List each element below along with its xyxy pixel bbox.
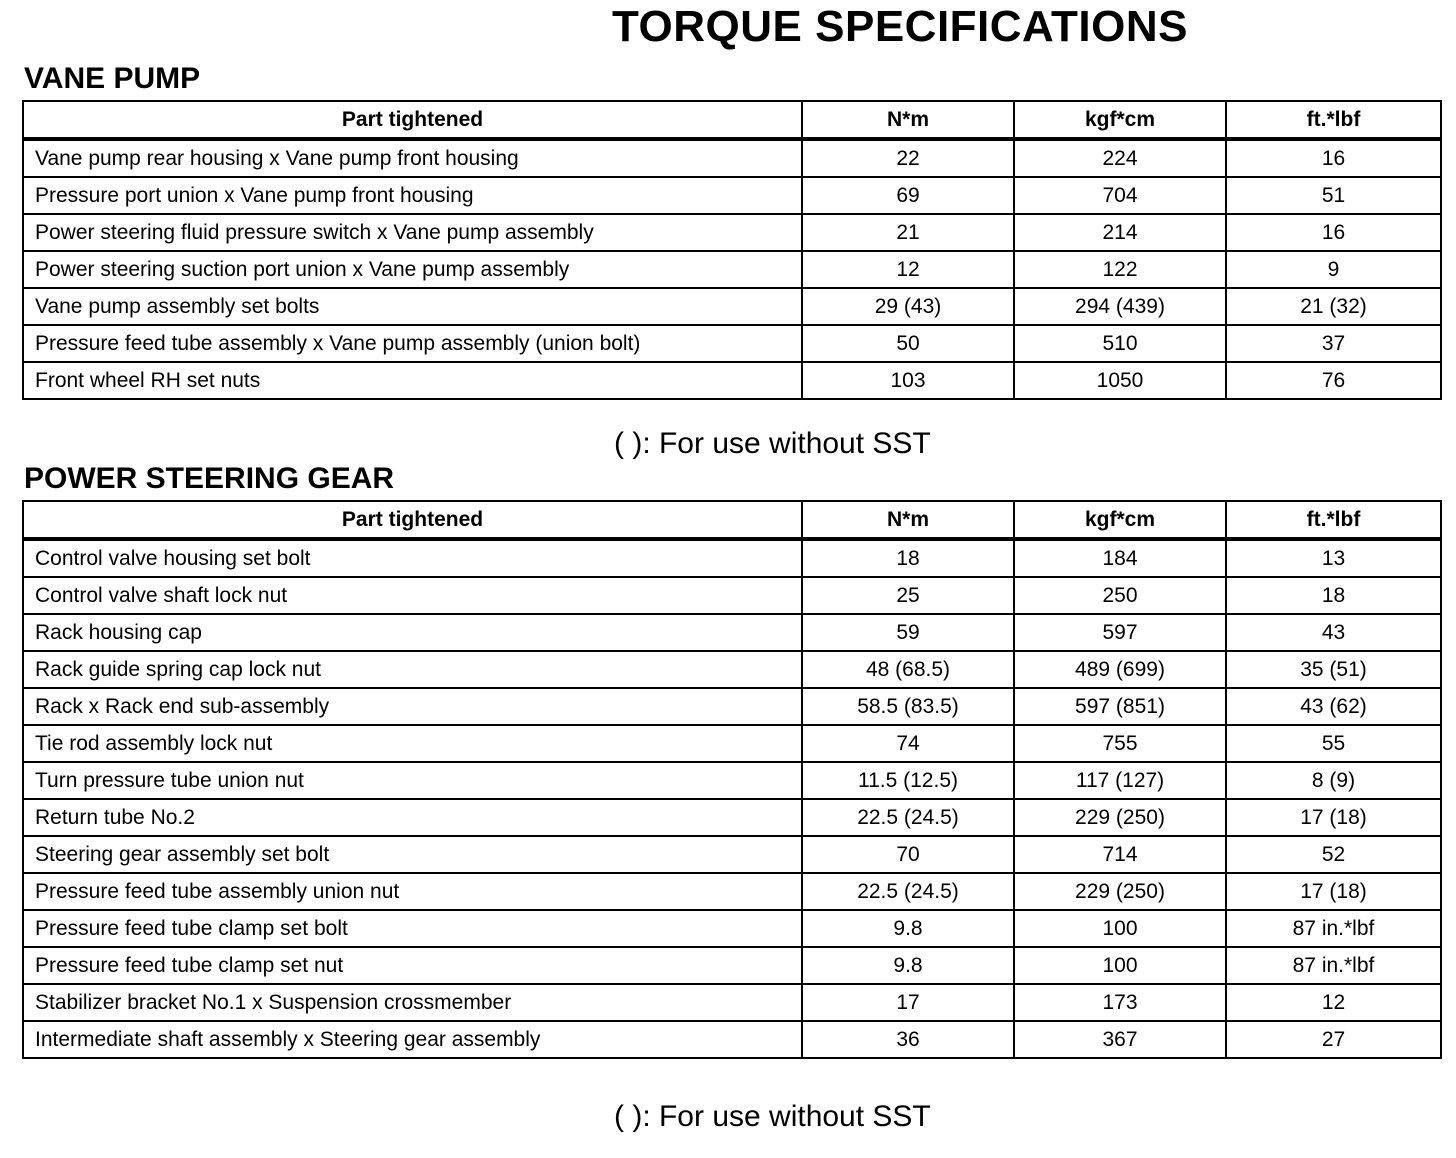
- cell-kgfcm: 229 (250): [1014, 799, 1226, 836]
- table-row: [23, 288, 1441, 325]
- cell-kgfcm: 184: [1014, 539, 1226, 577]
- cell-ftlbf: 17 (18): [1226, 799, 1441, 836]
- cell-kgfcm: 714: [1014, 836, 1226, 873]
- cell-ftlbf: 27: [1226, 1021, 1441, 1058]
- table-row: [23, 799, 1441, 836]
- cell-part-tightened: Rack housing cap: [23, 614, 802, 651]
- cell-kgfcm: 704: [1014, 177, 1226, 214]
- section-title-power-steering-gear: POWER STEERING GEAR: [24, 462, 395, 495]
- cell-nm: 17: [802, 984, 1014, 1021]
- cell-part-tightened: Intermediate shaft assembly x Steering gear assembly: [23, 1021, 802, 1058]
- cell-nm: 22.5 (24.5): [802, 799, 1014, 836]
- cell-part-tightened: Steering gear assembly set bolt: [23, 836, 802, 873]
- cell-part-tightened: Pressure feed tube clamp set bolt: [23, 910, 802, 947]
- cell-ftlbf: 9: [1226, 251, 1441, 288]
- table-row: [23, 577, 1441, 614]
- table-row: [23, 910, 1441, 947]
- page-title: TORQUE SPECIFICATIONS: [611, 2, 1189, 51]
- cell-part-tightened: Rack x Rack end sub-assembly: [23, 688, 802, 725]
- cell-nm: 74: [802, 725, 1014, 762]
- cell-nm: 36: [802, 1021, 1014, 1058]
- cell-kgfcm: 294 (439): [1014, 288, 1226, 325]
- cell-kgfcm: 100: [1014, 947, 1226, 984]
- cell-nm: 25: [802, 577, 1014, 614]
- column-header-nm: N*m: [802, 101, 1014, 139]
- table-row: [23, 139, 1441, 177]
- cell-nm: 59: [802, 614, 1014, 651]
- cell-part-tightened: Vane pump assembly set bolts: [23, 288, 802, 325]
- cell-kgfcm: 597: [1014, 614, 1226, 651]
- cell-kgfcm: 100: [1014, 910, 1226, 947]
- table-row: [23, 873, 1441, 910]
- column-header-kgfcm: kgf*cm: [1014, 501, 1226, 539]
- footnote-vane-pump: ( ): For use without SST: [614, 427, 931, 460]
- cell-part-tightened: Power steering fluid pressure switch x Vane pump assembly: [23, 214, 802, 251]
- cell-part-tightened: Return tube No.2: [23, 799, 802, 836]
- cell-part-tightened: Control valve housing set bolt: [23, 539, 802, 577]
- cell-part-tightened: Stabilizer bracket No.1 x Suspension crossmember: [23, 984, 802, 1021]
- power-steering-gear-torque-table: [22, 500, 1442, 1059]
- cell-kgfcm: 755: [1014, 725, 1226, 762]
- cell-kgfcm: 489 (699): [1014, 651, 1226, 688]
- cell-ftlbf: 12: [1226, 984, 1441, 1021]
- cell-ftlbf: 35 (51): [1226, 651, 1441, 688]
- vane-pump-torque-table: [22, 100, 1442, 400]
- cell-ftlbf: 55: [1226, 725, 1441, 762]
- cell-part-tightened: Vane pump rear housing x Vane pump front housing: [23, 139, 802, 177]
- cell-ftlbf: 51: [1226, 177, 1441, 214]
- table-row: [23, 251, 1441, 288]
- table-row: [23, 836, 1441, 873]
- column-header-ftlbf: ft.*lbf: [1226, 501, 1441, 539]
- cell-ftlbf: 16: [1226, 139, 1441, 177]
- cell-nm: 21: [802, 214, 1014, 251]
- cell-ftlbf: 16: [1226, 214, 1441, 251]
- column-header-nm: N*m: [802, 501, 1014, 539]
- cell-nm: 9.8: [802, 910, 1014, 947]
- table-row: [23, 1021, 1441, 1058]
- table-row: [23, 762, 1441, 799]
- cell-kgfcm: 224: [1014, 139, 1226, 177]
- cell-ftlbf: 87 in.*lbf: [1226, 910, 1441, 947]
- cell-nm: 11.5 (12.5): [802, 762, 1014, 799]
- table-row: [23, 214, 1441, 251]
- table-row: [23, 614, 1441, 651]
- cell-ftlbf: 43: [1226, 614, 1441, 651]
- column-header-ftlbf: ft.*lbf: [1226, 101, 1441, 139]
- table-header-row: [23, 101, 1441, 139]
- cell-nm: 70: [802, 836, 1014, 873]
- cell-ftlbf: 13: [1226, 539, 1441, 577]
- table-row: [23, 539, 1441, 577]
- cell-kgfcm: 173: [1014, 984, 1226, 1021]
- table-row: [23, 688, 1441, 725]
- cell-part-tightened: Pressure feed tube assembly x Vane pump assembly (union bolt): [23, 325, 802, 362]
- cell-nm: 22.5 (24.5): [802, 873, 1014, 910]
- table-row: [23, 325, 1441, 362]
- cell-part-tightened: Pressure feed tube assembly union nut: [23, 873, 802, 910]
- column-header-kgfcm: kgf*cm: [1014, 101, 1226, 139]
- cell-kgfcm: 597 (851): [1014, 688, 1226, 725]
- cell-nm: 103: [802, 362, 1014, 399]
- cell-part-tightened: Tie rod assembly lock nut: [23, 725, 802, 762]
- cell-ftlbf: 21 (32): [1226, 288, 1441, 325]
- cell-ftlbf: 43 (62): [1226, 688, 1441, 725]
- cell-kgfcm: 367: [1014, 1021, 1226, 1058]
- cell-nm: 22: [802, 139, 1014, 177]
- cell-kgfcm: 250: [1014, 577, 1226, 614]
- cell-ftlbf: 52: [1226, 836, 1441, 873]
- column-header-part: Part tightened: [23, 101, 802, 139]
- cell-kgfcm: 1050: [1014, 362, 1226, 399]
- cell-ftlbf: 87 in.*lbf: [1226, 947, 1441, 984]
- cell-nm: 69: [802, 177, 1014, 214]
- column-header-part: Part tightened: [23, 501, 802, 539]
- cell-part-tightened: Rack guide spring cap lock nut: [23, 651, 802, 688]
- cell-part-tightened: Power steering suction port union x Vane pump assembly: [23, 251, 802, 288]
- table-row: [23, 177, 1441, 214]
- cell-kgfcm: 122: [1014, 251, 1226, 288]
- cell-kgfcm: 214: [1014, 214, 1226, 251]
- cell-part-tightened: Control valve shaft lock nut: [23, 577, 802, 614]
- cell-ftlbf: 8 (9): [1226, 762, 1441, 799]
- cell-part-tightened: Turn pressure tube union nut: [23, 762, 802, 799]
- cell-ftlbf: 18: [1226, 577, 1441, 614]
- table-row: [23, 362, 1441, 399]
- cell-part-tightened: Pressure feed tube clamp set nut: [23, 947, 802, 984]
- table-row: [23, 651, 1441, 688]
- cell-nm: 50: [802, 325, 1014, 362]
- cell-ftlbf: 37: [1226, 325, 1441, 362]
- cell-nm: 58.5 (83.5): [802, 688, 1014, 725]
- cell-nm: 9.8: [802, 947, 1014, 984]
- cell-nm: 48 (68.5): [802, 651, 1014, 688]
- cell-nm: 12: [802, 251, 1014, 288]
- table-header-row: [23, 501, 1441, 539]
- table-row: [23, 947, 1441, 984]
- cell-ftlbf: 17 (18): [1226, 873, 1441, 910]
- section-title-vane-pump: VANE PUMP: [24, 62, 201, 95]
- footnote-power-steering-gear: ( ): For use without SST: [614, 1100, 931, 1133]
- cell-kgfcm: 229 (250): [1014, 873, 1226, 910]
- cell-kgfcm: 510: [1014, 325, 1226, 362]
- cell-part-tightened: Pressure port union x Vane pump front housing: [23, 177, 802, 214]
- cell-ftlbf: 76: [1226, 362, 1441, 399]
- table-row: [23, 984, 1441, 1021]
- cell-nm: 29 (43): [802, 288, 1014, 325]
- cell-nm: 18: [802, 539, 1014, 577]
- table-row: [23, 725, 1441, 762]
- cell-part-tightened: Front wheel RH set nuts: [23, 362, 802, 399]
- cell-kgfcm: 117 (127): [1014, 762, 1226, 799]
